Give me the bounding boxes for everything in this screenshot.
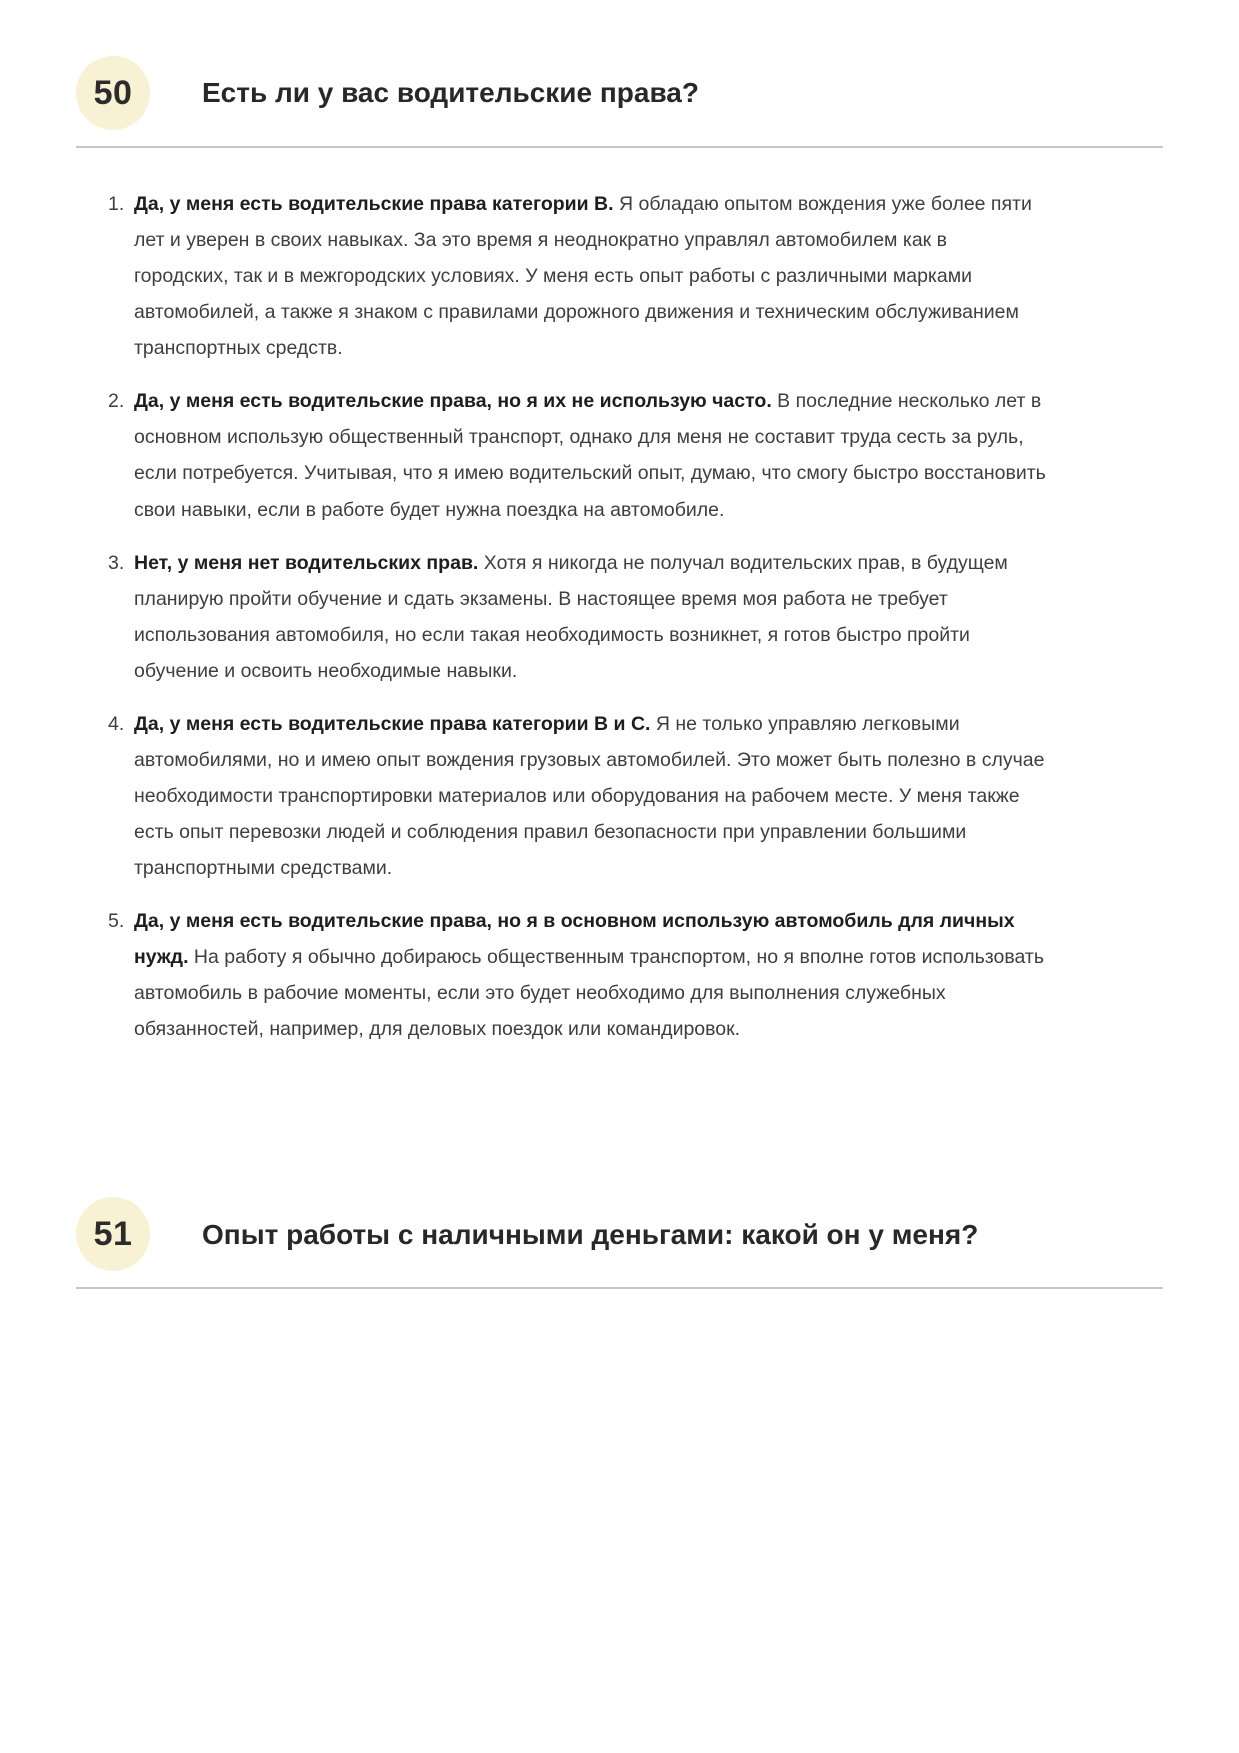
question-50-number-badge xyxy=(76,56,150,130)
answer-item-4 xyxy=(108,706,1046,886)
question-50-title: Есть ли у вас водительские права? xyxy=(202,77,699,109)
answer-5-text xyxy=(134,903,1046,1047)
answer-4-body: Я не только управляю легковыми автомобилями, но и имею опыт вождения грузовых автомобилей. Это может быть полезно в случае необходимости транспортировки материалов или оборудования на рабочем месте. У меня также есть опыт перевозки людей и соблюдения правил безопасности при управлении большими транспортными средствами. xyxy=(134,712,1045,880)
question-51-title: Опыт работы с наличными деньгами: какой он у меня? xyxy=(202,1218,979,1250)
answer-1-number: 1. xyxy=(108,193,125,215)
answer-5-lead: Да, у меня есть водительские права, но я в основном использую автомобиль для личных нужд. xyxy=(134,910,1015,969)
answer-2-lead: Да, у меня есть водительские права, но я их не использую часто. xyxy=(134,390,772,413)
answer-item-1 xyxy=(108,186,1046,366)
answer-2-text xyxy=(134,383,1046,527)
question-51-divider xyxy=(76,1287,1163,1289)
answer-3-text xyxy=(134,545,1046,689)
question-50-section xyxy=(76,56,1163,1047)
answer-item-3 xyxy=(108,545,1046,689)
answer-3-body: Хотя я никогда не получал водительских прав, в будущем планирую пройти обучение и сдать экзамены. В настоящее время моя работа не требует использования автомобиля, но если такая необходимость возникнет, я готов быстро пройти обучение и освоить необходимые навыки. xyxy=(134,551,1008,682)
question-50-number: 50 xyxy=(93,73,133,112)
question-51-number-badge xyxy=(76,1197,150,1271)
answer-3-lead: Нет, у меня нет водительских прав. xyxy=(134,551,479,574)
answer-1-lead: Да, у меня есть водительские права категории B. xyxy=(134,193,614,215)
answer-5-number: 5. xyxy=(108,910,125,933)
answer-2-number: 2. xyxy=(108,390,125,413)
answer-4-lead: Да, у меня есть водительские права категории B и C. xyxy=(134,712,651,735)
answer-item-5 xyxy=(108,903,1046,1047)
question-50-divider xyxy=(76,146,1163,148)
question-51-number: 51 xyxy=(93,1214,133,1253)
answer-5-body: На работу я обычно добираюсь общественным транспортом, но я вполне готов использовать автомобиль в рабочие моменты, если это будет необходимо для выполнения служебных обязанностей, например, для деловых поездок или командировок. xyxy=(134,946,1045,1041)
question-51-header xyxy=(76,1197,1163,1271)
answer-item-2 xyxy=(108,383,1046,527)
answer-4-text xyxy=(134,706,1046,886)
answer-1-body: Я обладаю опытом вождения уже более пяти лет и уверен в своих навыках. За это время я неоднократно управлял автомобилем как в городских, так и в межгородских условиях. У меня есть опыт работы с различными марками автомобилей, а также я знаком с правилами дорожного движения и техническим обслуживанием транспортных средств. xyxy=(134,193,1032,360)
answers-list xyxy=(108,186,1163,1047)
question-51-section xyxy=(76,1197,1163,1289)
answer-2-body: В последние несколько лет в основном использую общественный транспорт, однако для меня не составит труда сесть за руль, если потребуется. Учитывая, что я имею водительский опыт, думаю, что смогу быстро восстановить свои навыки, если в работе будет нужна поездка на автомобиле. xyxy=(134,390,1046,521)
question-50-header xyxy=(76,56,1163,130)
answer-4-number: 4. xyxy=(108,712,125,735)
answer-1-text xyxy=(134,186,1046,366)
answer-3-number: 3. xyxy=(108,551,125,574)
